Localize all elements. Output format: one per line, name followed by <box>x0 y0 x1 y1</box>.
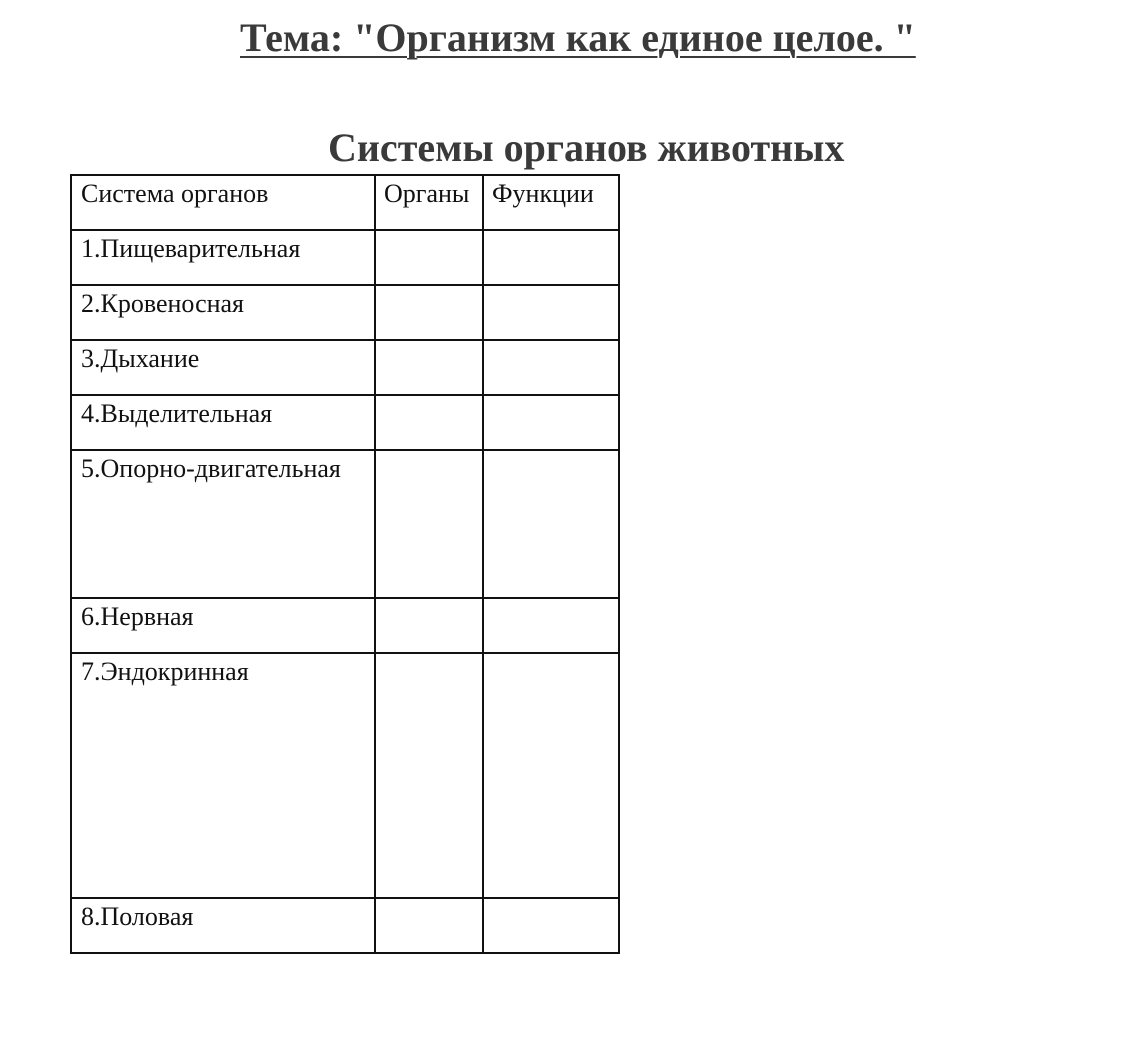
system-cell: 4.Выделительная <box>71 395 375 450</box>
functions-cell[interactable] <box>483 898 619 953</box>
system-cell: 2.Кровеносная <box>71 285 375 340</box>
table-row <box>71 395 619 450</box>
system-cell: 8.Половая <box>71 898 375 953</box>
system-cell: 3.Дыхание <box>71 340 375 395</box>
organs-cell[interactable] <box>375 395 483 450</box>
table-row <box>71 898 619 953</box>
organs-cell[interactable] <box>375 598 483 653</box>
table-row <box>71 340 619 395</box>
table-header-row <box>71 175 619 230</box>
system-cell: 6.Нервная <box>71 598 375 653</box>
organs-cell[interactable] <box>375 898 483 953</box>
document-subtitle: Системы органов животных <box>328 125 845 170</box>
system-cell: 7.Эндокринная <box>71 653 375 898</box>
system-cell: 1.Пищеварительная <box>71 230 375 285</box>
organs-cell[interactable] <box>375 230 483 285</box>
functions-cell[interactable] <box>483 285 619 340</box>
organs-cell[interactable] <box>375 285 483 340</box>
table-row <box>71 285 619 340</box>
system-cell: 5.Опорно-двигательная <box>71 450 375 598</box>
organ-systems-table <box>70 174 620 954</box>
functions-cell[interactable] <box>483 340 619 395</box>
header-organs: Органы <box>375 175 483 230</box>
table-row <box>71 450 619 598</box>
organs-cell[interactable] <box>375 653 483 898</box>
functions-cell[interactable] <box>483 450 619 598</box>
functions-cell[interactable] <box>483 598 619 653</box>
table-row <box>71 230 619 285</box>
organs-cell[interactable] <box>375 450 483 598</box>
organs-cell[interactable] <box>375 340 483 395</box>
header-system: Система органов <box>71 175 375 230</box>
functions-cell[interactable] <box>483 395 619 450</box>
functions-cell[interactable] <box>483 230 619 285</box>
table-row <box>71 598 619 653</box>
table-row <box>71 653 619 898</box>
header-functions: Функции <box>483 175 619 230</box>
document-title: Тема: "Организм как единое целое. " <box>240 15 916 60</box>
functions-cell[interactable] <box>483 653 619 898</box>
